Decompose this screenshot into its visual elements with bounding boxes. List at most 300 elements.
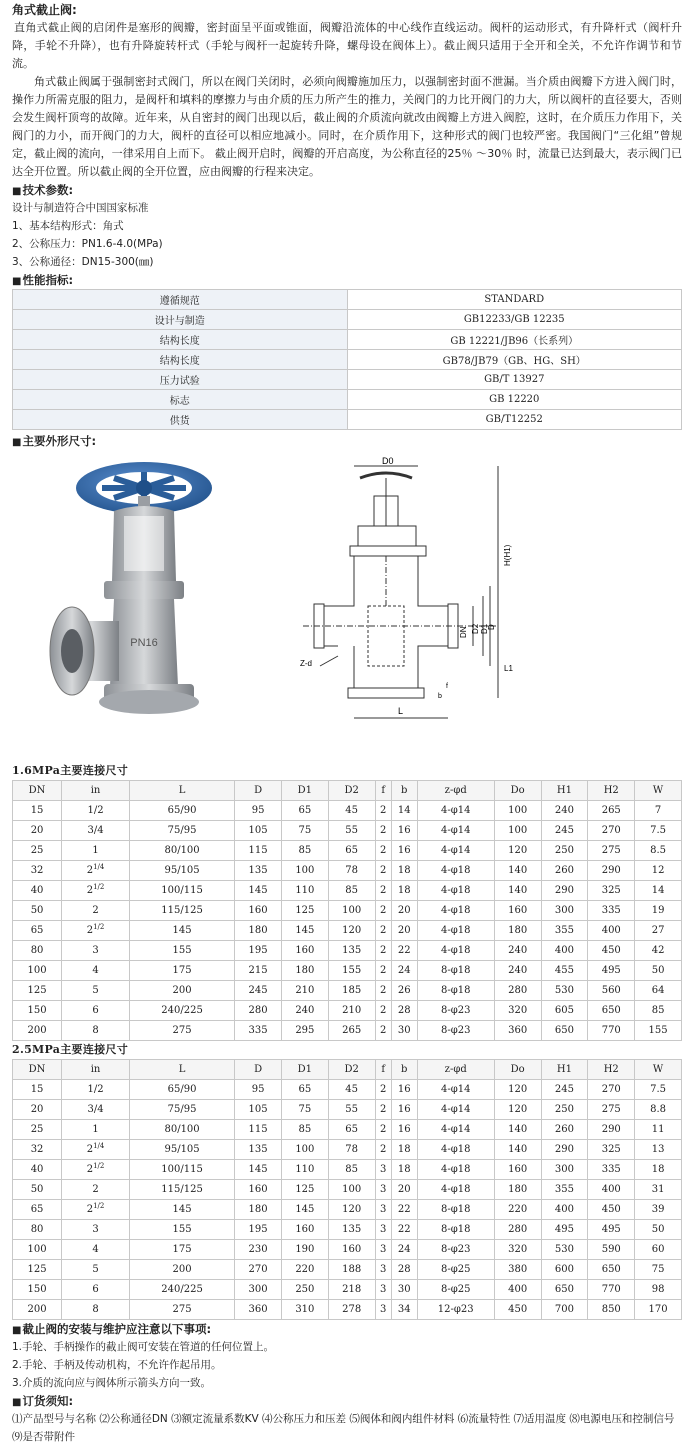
table-cell: 220	[494, 1200, 541, 1220]
table-cell: 2	[375, 941, 391, 961]
table-cell: 275	[588, 1100, 635, 1120]
table-cell: 260	[541, 861, 588, 881]
table-cell: 8-φ18	[417, 981, 494, 1001]
table-cell: 20	[13, 1100, 62, 1120]
table-cell: 450	[494, 1300, 541, 1320]
column-header: L	[129, 1060, 234, 1080]
table-cell: 13	[635, 1140, 682, 1160]
perf-key: 遵循规范	[13, 290, 348, 310]
table-cell: 2	[62, 1180, 130, 1200]
table25	[12, 1059, 682, 1320]
svg-text:PN16: PN16	[130, 637, 158, 649]
table-cell: 31	[635, 1180, 682, 1200]
column-header: W	[635, 1060, 682, 1080]
table-row	[13, 861, 682, 881]
table-row	[13, 981, 682, 1001]
perf-value: GB/T12252	[347, 410, 682, 430]
table-cell: 115/125	[129, 1180, 234, 1200]
table-cell: 65	[281, 1080, 328, 1100]
table-cell: 4-φ18	[417, 901, 494, 921]
table-cell: 495	[588, 961, 635, 981]
table-row	[13, 881, 682, 901]
table-cell: 400	[541, 941, 588, 961]
table-cell: 2	[375, 861, 391, 881]
figure-row	[12, 456, 682, 756]
table-cell: 3	[375, 1180, 391, 1200]
table-cell: 16	[391, 821, 417, 841]
table-cell: 32	[13, 1140, 62, 1160]
table-cell: 100	[494, 821, 541, 841]
table-row	[13, 961, 682, 981]
table-cell: 270	[588, 1080, 635, 1100]
table-cell: 95/105	[129, 861, 234, 881]
table-cell: 80	[13, 1220, 62, 1240]
table-cell: 280	[494, 1220, 541, 1240]
table-row	[13, 1100, 682, 1120]
table-cell: 275	[129, 1300, 234, 1320]
perf-table	[12, 289, 682, 430]
table-cell: 450	[588, 1200, 635, 1220]
table-cell: 14	[635, 881, 682, 901]
table-cell: 4-φ14	[417, 841, 494, 861]
perf-row	[13, 290, 682, 310]
table-cell: 265	[588, 801, 635, 821]
table-cell: 190	[281, 1240, 328, 1260]
table-cell: 3	[375, 1160, 391, 1180]
table-cell: 590	[588, 1240, 635, 1260]
table-cell: 40	[13, 1160, 62, 1180]
table-cell: 400	[588, 1180, 635, 1200]
table-cell: 105	[235, 821, 282, 841]
table-cell: 155	[129, 941, 234, 961]
table-cell: 135	[328, 941, 375, 961]
table-cell: 650	[541, 1021, 588, 1041]
table-cell: $2^{1/2}$	[62, 921, 130, 941]
tech-line: 1、基本结构形式：角式	[12, 220, 124, 232]
column-header: D2	[328, 781, 375, 801]
page	[0, 1, 694, 1449]
table-cell: 8-φ18	[417, 1200, 494, 1220]
table-cell: 2	[375, 1021, 391, 1041]
table-cell: 275	[129, 1021, 234, 1041]
table-cell: 5	[62, 1260, 130, 1280]
table-cell: 105	[235, 1100, 282, 1120]
column-header: H2	[588, 781, 635, 801]
table-cell: 2	[375, 901, 391, 921]
perf-row	[13, 330, 682, 350]
column-header: b	[391, 1060, 417, 1080]
table-cell: 2	[375, 841, 391, 861]
table-cell: 8-φ18	[417, 1220, 494, 1240]
table-cell: 218	[328, 1280, 375, 1300]
table-cell: 95	[235, 1080, 282, 1100]
table-cell: 495	[588, 1220, 635, 1240]
table-cell: 50	[635, 961, 682, 981]
table-cell: 34	[391, 1300, 417, 1320]
table-cell: 16	[391, 841, 417, 861]
table-cell: 65	[328, 1120, 375, 1140]
table-cell: 140	[494, 861, 541, 881]
table-cell: 4-φ18	[417, 1180, 494, 1200]
table-cell: 4	[62, 1240, 130, 1260]
table-cell: 100	[494, 801, 541, 821]
table-row	[13, 921, 682, 941]
table-cell: 11	[635, 1120, 682, 1140]
table-cell: 60	[635, 1240, 682, 1260]
table-cell: 4-φ14	[417, 1080, 494, 1100]
table-cell: 450	[588, 941, 635, 961]
table-row	[13, 1280, 682, 1300]
table-row	[13, 821, 682, 841]
table-cell: 2	[375, 1001, 391, 1021]
table-cell: 325	[588, 881, 635, 901]
table-cell: 8	[62, 1300, 130, 1320]
table-cell: 290	[541, 1140, 588, 1160]
table-row	[13, 1080, 682, 1100]
table-cell: 700	[541, 1300, 588, 1320]
table-cell: 18	[391, 861, 417, 881]
table-cell: 5	[62, 981, 130, 1001]
table-cell: 175	[129, 961, 234, 981]
table-cell: 120	[494, 1100, 541, 1120]
table-cell: 2	[375, 981, 391, 1001]
perf-value: GB78/JB79（GB、HG、SH）	[347, 350, 682, 370]
table-cell: 455	[541, 961, 588, 981]
table-cell: 530	[541, 1240, 588, 1260]
perf-key: 供货	[13, 410, 348, 430]
table-cell: 175	[129, 1240, 234, 1260]
table-cell: 245	[541, 1080, 588, 1100]
label-d1: D1	[480, 623, 489, 634]
table-cell: 22	[391, 1220, 417, 1240]
table-cell: 50	[13, 901, 62, 921]
column-header: D	[235, 1060, 282, 1080]
table-cell: 120	[494, 1080, 541, 1100]
table-cell: 4-φ18	[417, 881, 494, 901]
table-row	[13, 1001, 682, 1021]
column-header: z-φd	[417, 781, 494, 801]
table-cell: 4	[62, 961, 130, 981]
table-cell: 265	[328, 1021, 375, 1041]
column-header: D	[235, 781, 282, 801]
table-cell: 245	[235, 981, 282, 1001]
perf-heading: ■ 性能指标:	[12, 271, 682, 289]
table-cell: 8-φ23	[417, 1021, 494, 1041]
table-cell: 80/100	[129, 841, 234, 861]
table-cell: 95	[235, 801, 282, 821]
table-cell: 278	[328, 1300, 375, 1320]
table-cell: 210	[281, 981, 328, 1001]
table-cell: 150	[13, 1280, 62, 1300]
page-title: 角式截止阀:	[12, 3, 77, 17]
column-header: z-φd	[417, 1060, 494, 1080]
table-cell: 245	[541, 821, 588, 841]
table-cell: 145	[129, 1200, 234, 1220]
table-cell: 85	[328, 881, 375, 901]
table-cell: 85	[635, 1001, 682, 1021]
table-cell: 160	[235, 901, 282, 921]
install-note: 2.手轮、手柄及传动机构，不允许作起吊用。	[12, 1359, 222, 1371]
table-cell: 20	[13, 821, 62, 841]
table-cell: 195	[235, 1220, 282, 1240]
table-cell: 290	[588, 1120, 635, 1140]
column-header: H2	[588, 1060, 635, 1080]
table-cell: 120	[494, 841, 541, 861]
table-cell: 250	[281, 1280, 328, 1300]
table-row	[13, 1300, 682, 1320]
label-zd: Z-d	[300, 659, 312, 668]
table-cell: 160	[494, 901, 541, 921]
table-cell: 4-φ18	[417, 1160, 494, 1180]
table-cell: 2	[375, 881, 391, 901]
table-cell: 22	[391, 1200, 417, 1220]
table-cell: 140	[494, 1120, 541, 1140]
table-cell: 100	[13, 1240, 62, 1260]
table-cell: 15	[13, 1080, 62, 1100]
table-cell: 155	[635, 1021, 682, 1041]
table-cell: 135	[235, 1140, 282, 1160]
table-cell: 100	[328, 901, 375, 921]
table-cell: 240/225	[129, 1001, 234, 1021]
table-cell: 160	[281, 1220, 328, 1240]
table-cell: 355	[541, 921, 588, 941]
table-cell: 3	[375, 1280, 391, 1300]
table-row	[13, 1220, 682, 1240]
table-cell: 120	[328, 1200, 375, 1220]
table-cell: 145	[235, 881, 282, 901]
valve-drawing	[298, 456, 528, 756]
table-cell: 4-φ18	[417, 921, 494, 941]
table-cell: 2	[375, 961, 391, 981]
table-cell: 8-φ25	[417, 1280, 494, 1300]
column-header: f	[375, 1060, 391, 1080]
tech-line: 3、公称通径：DN15-300(㎜)	[12, 256, 154, 268]
table-cell: 155	[328, 961, 375, 981]
table-cell: 770	[588, 1021, 635, 1041]
table-cell: 85	[281, 1120, 328, 1140]
table-cell: 180	[235, 921, 282, 941]
table-cell: 1	[62, 841, 130, 861]
table-cell: 75/95	[129, 821, 234, 841]
table-cell: 65/90	[129, 1080, 234, 1100]
column-header: b	[391, 781, 417, 801]
label-d2: D2	[471, 623, 480, 634]
table-cell: 3/4	[62, 1100, 130, 1120]
perf-key: 设计与制造	[13, 310, 348, 330]
table-cell: 1	[62, 1120, 130, 1140]
table-cell: 120	[328, 921, 375, 941]
column-header: in	[62, 781, 130, 801]
table-cell: 75	[635, 1260, 682, 1280]
table-cell: 16	[391, 1120, 417, 1140]
table-cell: 335	[588, 901, 635, 921]
table-cell: 18	[391, 1160, 417, 1180]
table-cell: 135	[235, 861, 282, 881]
table-cell: 32	[13, 861, 62, 881]
table-cell: 280	[494, 981, 541, 1001]
table-cell: 8	[62, 1021, 130, 1041]
table-cell: 200	[13, 1021, 62, 1041]
install-heading: ■ 截止阀的安装与维护应注意以下事项:	[12, 1320, 682, 1338]
perf-value: GB/T 13927	[347, 370, 682, 390]
column-header: in	[62, 1060, 130, 1080]
table-cell: 200	[13, 1300, 62, 1320]
table-cell: 180	[494, 921, 541, 941]
table-cell: $2^{1/2}$	[62, 881, 130, 901]
table16	[12, 780, 682, 1041]
table-cell: 2	[375, 821, 391, 841]
table-cell: 560	[588, 981, 635, 1001]
table-cell: 280	[235, 1001, 282, 1021]
table-cell: 1/2	[62, 801, 130, 821]
table-cell: 7.5	[635, 1080, 682, 1100]
table-cell: 15	[13, 801, 62, 821]
table-cell: 95/105	[129, 1140, 234, 1160]
table-cell: 195	[235, 941, 282, 961]
table-cell: 55	[328, 821, 375, 841]
table-row	[13, 801, 682, 821]
table-cell: 100/115	[129, 1160, 234, 1180]
table-cell: 355	[541, 1180, 588, 1200]
label-hm: H(H1)	[503, 544, 512, 566]
table-cell: 185	[328, 981, 375, 1001]
table-cell: 8.5	[635, 841, 682, 861]
perf-row	[13, 370, 682, 390]
table-cell: 16	[391, 1080, 417, 1100]
table-cell: 65	[328, 841, 375, 861]
table-cell: 8-φ23	[417, 1240, 494, 1260]
table-row	[13, 1160, 682, 1180]
table-cell: 25	[13, 1120, 62, 1140]
table-cell: 3	[375, 1220, 391, 1240]
column-header: D1	[281, 781, 328, 801]
table-cell: 145	[235, 1160, 282, 1180]
table-cell: 3	[375, 1240, 391, 1260]
perf-value: GB 12220	[347, 390, 682, 410]
tech-heading: ■ 技术参数:	[12, 181, 682, 199]
label-l: L	[398, 706, 404, 716]
table-cell: 26	[391, 981, 417, 1001]
table-cell: 80	[13, 941, 62, 961]
table-cell: 18	[391, 881, 417, 901]
perf-row	[13, 310, 682, 330]
table-cell: 65/90	[129, 801, 234, 821]
table-cell: 300	[541, 901, 588, 921]
table-cell: 18	[635, 1160, 682, 1180]
table-cell: 125	[13, 1260, 62, 1280]
table-row	[13, 1260, 682, 1280]
table-cell: 180	[281, 961, 328, 981]
column-header: DN	[13, 1060, 62, 1080]
perf-key: 压力试验	[13, 370, 348, 390]
table-cell: 19	[635, 901, 682, 921]
table-cell: 400	[541, 1200, 588, 1220]
table-cell: 850	[588, 1300, 635, 1320]
table-cell: 360	[235, 1300, 282, 1320]
table-row	[13, 901, 682, 921]
table-cell: 290	[541, 881, 588, 901]
perf-row	[13, 350, 682, 370]
table-cell: 650	[541, 1280, 588, 1300]
table-cell: 4-φ14	[417, 801, 494, 821]
table-cell: 200	[129, 981, 234, 1001]
label-b: b	[438, 693, 442, 700]
table-cell: 240/225	[129, 1280, 234, 1300]
table-cell: 25	[13, 841, 62, 861]
table-cell: 4-φ14	[417, 1100, 494, 1120]
table-cell: 4-φ14	[417, 821, 494, 841]
table-cell: 8-φ18	[417, 961, 494, 981]
perf-value: GB 12221/JB96（长系列）	[347, 330, 682, 350]
table-cell: 400	[588, 921, 635, 941]
table-cell: 210	[328, 1001, 375, 1021]
table-cell: 125	[13, 981, 62, 1001]
table-cell: 3	[375, 1200, 391, 1220]
table-cell: 22	[391, 941, 417, 961]
valve-photo	[44, 456, 234, 756]
table-cell: 75	[281, 821, 328, 841]
table-cell: 1/2	[62, 1080, 130, 1100]
table-cell: 30	[391, 1021, 417, 1041]
table-cell: 75	[281, 1100, 328, 1120]
table-cell: 100	[281, 1140, 328, 1160]
table-cell: 6	[62, 1001, 130, 1021]
table-cell: 240	[494, 961, 541, 981]
table-cell: 12-φ23	[417, 1300, 494, 1320]
tech-line: 2、公称压力：PN1.6-4.0(MPa)	[12, 238, 163, 250]
table-cell: 7.5	[635, 821, 682, 841]
table-cell: 28	[391, 1001, 417, 1021]
table-cell: 8-φ25	[417, 1260, 494, 1280]
table-cell: 188	[328, 1260, 375, 1280]
table-cell: 85	[328, 1160, 375, 1180]
table-cell: 295	[281, 1021, 328, 1041]
tech-line: 设计与制造符合中国国家标准	[12, 202, 149, 214]
table-cell: 3	[62, 941, 130, 961]
table-cell: 145	[281, 1200, 328, 1220]
dims-heading: ■ 主要外形尺寸:	[12, 432, 682, 450]
table-cell: 100	[13, 961, 62, 981]
table-row	[13, 941, 682, 961]
table-cell: 170	[635, 1300, 682, 1320]
table-cell: 6	[62, 1280, 130, 1300]
perf-row	[13, 390, 682, 410]
table-cell: 100	[328, 1180, 375, 1200]
table-cell: 42	[635, 941, 682, 961]
column-header: W	[635, 781, 682, 801]
table-cell: 2	[375, 921, 391, 941]
label-d: D	[487, 624, 496, 630]
table-cell: 39	[635, 1200, 682, 1220]
table-cell: 98	[635, 1280, 682, 1300]
table-cell: 605	[541, 1001, 588, 1021]
table-cell: 250	[541, 841, 588, 861]
table-cell: 160	[328, 1240, 375, 1260]
table-cell: 65	[13, 921, 62, 941]
table-row	[13, 1140, 682, 1160]
table-cell: 320	[494, 1240, 541, 1260]
table-cell: 125	[281, 901, 328, 921]
column-header: H1	[541, 1060, 588, 1080]
table-cell: 140	[494, 1140, 541, 1160]
perf-value: GB12233/GB 12235	[347, 310, 682, 330]
table-cell: 240	[541, 801, 588, 821]
install-note: 3.介质的流向应与阀体所示箭头方向一致。	[12, 1377, 212, 1389]
table-cell: 530	[541, 981, 588, 1001]
table-cell: 8-φ23	[417, 1001, 494, 1021]
table-cell: 300	[541, 1160, 588, 1180]
table25-heading: 2.5MPa主要连接尺寸	[12, 1043, 129, 1056]
